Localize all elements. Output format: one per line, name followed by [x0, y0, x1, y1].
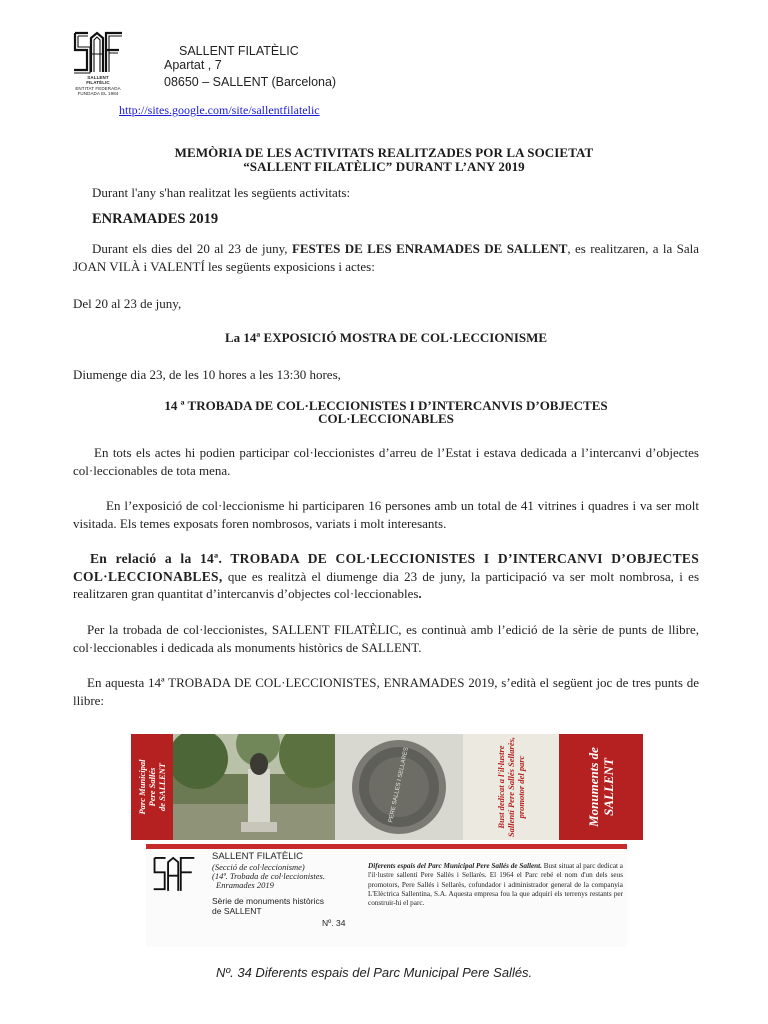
sallent-filatelic-logo [72, 30, 124, 96]
dedication-panel [463, 734, 559, 840]
bookmark-description [368, 862, 623, 908]
bookmark-left-label [137, 759, 167, 814]
website-link[interactable]: http://sites.google.com/site/sallentfilatelic [119, 103, 320, 117]
bookmark-right-line2: SALLENT [601, 758, 616, 816]
bookmark-org-name: SALLENT FILATÈLIC [212, 851, 303, 862]
paragraph-punts-llibre: Per la trobada de col·leccionistes, SALLENT FILATÈLIC, es continuà amb l’edició de la sèrie de punts de llibre, col·leccionables i dedicada als monuments històrics de SALLENT. [73, 622, 699, 655]
dedication-line1: Bust dedicat a l'il·lustre [496, 745, 506, 829]
bookmarks-image [131, 734, 643, 947]
bookmark-saf-logo-icon [152, 854, 196, 894]
bookmark-sub3: Enramades 2019 [216, 880, 274, 890]
dates-line-1: Del 20 al 23 de juny, [73, 296, 182, 311]
bookmarks-top-strip [131, 734, 643, 840]
dedication-line2: Sallentí Pere Sallés Sellarès, [506, 736, 516, 838]
image-caption: Nº. 34 Diferents espais del Parc Municipal Pere Sallés. [216, 965, 533, 980]
address-line2: 08650 – SALLENT (Barcelona) [164, 75, 337, 89]
address-line1: Apartat , 7 [164, 58, 222, 72]
trobada-heading-line2: COL·LECCIONABLES [318, 411, 454, 426]
bookmark-right-label [586, 747, 616, 827]
bookmark-number: Nº. 34 [322, 918, 346, 928]
bookmark-series2: de SALLENT [212, 906, 262, 916]
bookmark-red-panel-left [131, 734, 173, 840]
dedication-line3: promotor del parc [516, 755, 526, 819]
section-heading: ENRAMADES 2019 [92, 211, 219, 227]
p4-bold: En relació a la 14ª. TROBADA DE COL·LECCIONISTES I D’INTERCANVI D’OBJECTES COL·LECCIONABLES, [73, 551, 699, 584]
paragraph-participants: En tots els actes hi podien participar col·leccionistes d’arreu de l’Estat i estava dedicada a l’intercanvi d’objectes col·leccionables de tota mena. [73, 445, 699, 478]
bookmark-right-line1: Monuments de [586, 747, 601, 827]
paragraph-trobada [73, 550, 699, 603]
logo-line3: ENTITAT FEDERADA [75, 86, 121, 91]
bookmarks-bottom-card [146, 844, 627, 947]
saf-logo-icon [72, 30, 124, 74]
p4-end: . [418, 586, 422, 601]
org-name: SALLENT FILATÈLIC [179, 44, 299, 58]
bookmark-left-line3: de SALLENT [157, 763, 167, 811]
bookmark-left-line2: Pere Sallés [147, 767, 157, 807]
bookmark-left-line1: Parc Municipal [137, 759, 147, 815]
bookmark-sub1: (Secció de col·leccionisme) [212, 862, 305, 872]
bookmark-desc-title: Diferents espais del Parc Municipal Pere Sallés de Sallent. [368, 862, 542, 870]
paragraph-enramades [73, 240, 699, 275]
document-title-line1: MEMÒRIA DE LES ACTIVITATS REALITZADES POR LA SOCIETAT [174, 145, 594, 160]
paragraph-exposicio: En l’exposició de col·leccionisme hi participaren 16 persones amb un total de 41 vitrines i quadres i va ser molt visitada. Els temes exposats foren nombrosos, variats i molt interesants. [73, 498, 699, 531]
expo-heading: La 14ª EXPOSICIÓ MOSTRA DE COL·LECCIONISME [224, 330, 548, 345]
dedication-text [496, 737, 526, 837]
park-photo-image [173, 734, 335, 840]
logo-line2: FILATÈLIC [86, 80, 110, 85]
p4-rest: que es realitzà el diumenge dia 23 de juny, la participació va ser molt nombrosa, i es realitzaren gran quantitat d’intercanvis d’objectes col·leccionables [73, 568, 699, 601]
trobada-heading-line1: 14 ª TROBADA DE COL·LECCIONISTES I D’INTERCANVIS D’OBJECTES [164, 398, 608, 413]
dates-line-2: Diumenge dia 23, de les 10 hores a les 13:30 hores, [73, 367, 341, 382]
bookmark-red-panel-right [559, 734, 643, 840]
logo-line1: SALLENT [87, 75, 109, 80]
p1-festes: FESTES DE LES ENRAMADES DE SALLENT [291, 241, 568, 256]
logo-line4: FUNDADA EL 1984 [77, 91, 119, 96]
p1-text-a: Durant els dies del 20 al 23 de juny, [92, 241, 292, 256]
bookmark-red-band [146, 844, 627, 849]
p1-text-b: , es realitzaren, a la Sala JOAN VILÀ i VALENTÍ les següents exposicions i actes: [73, 241, 699, 274]
medallion-text: PERE SALLES I SELLARES [388, 746, 410, 824]
document-title-line2: “SALLENT FILATÈLIC” DURANT L’ANY 2019 [243, 159, 525, 174]
bookmark-series1: Sèrie de monuments històrics [212, 896, 324, 906]
paragraph-joc: En aquesta 14ª TROBADA DE COL·LECCIONISTES, ENRAMADES 2019, s’edità el següent joc de tres punts de llibre: [73, 675, 699, 708]
bookmark-sub2: (14ª. Trobada de col·leccionistes. [212, 871, 325, 881]
bookmark-desc-body: Bust situat al parc dedicat a l'il·lustre sallentí Pere Sallès i Sellarès. El 1964 el Parc rebé el nom d'un dels seus promotors, Pere Sallés i Sellarès, cofundador i administrador general de la companyia L'Elèctrica Sallentina, S.A. Aquesta empresa fou la que adquirí els terrenys restants per construir-hi el parc. [368, 862, 623, 908]
intro-text: Durant l'any s'han realitzat les següents activitats: [92, 185, 351, 200]
